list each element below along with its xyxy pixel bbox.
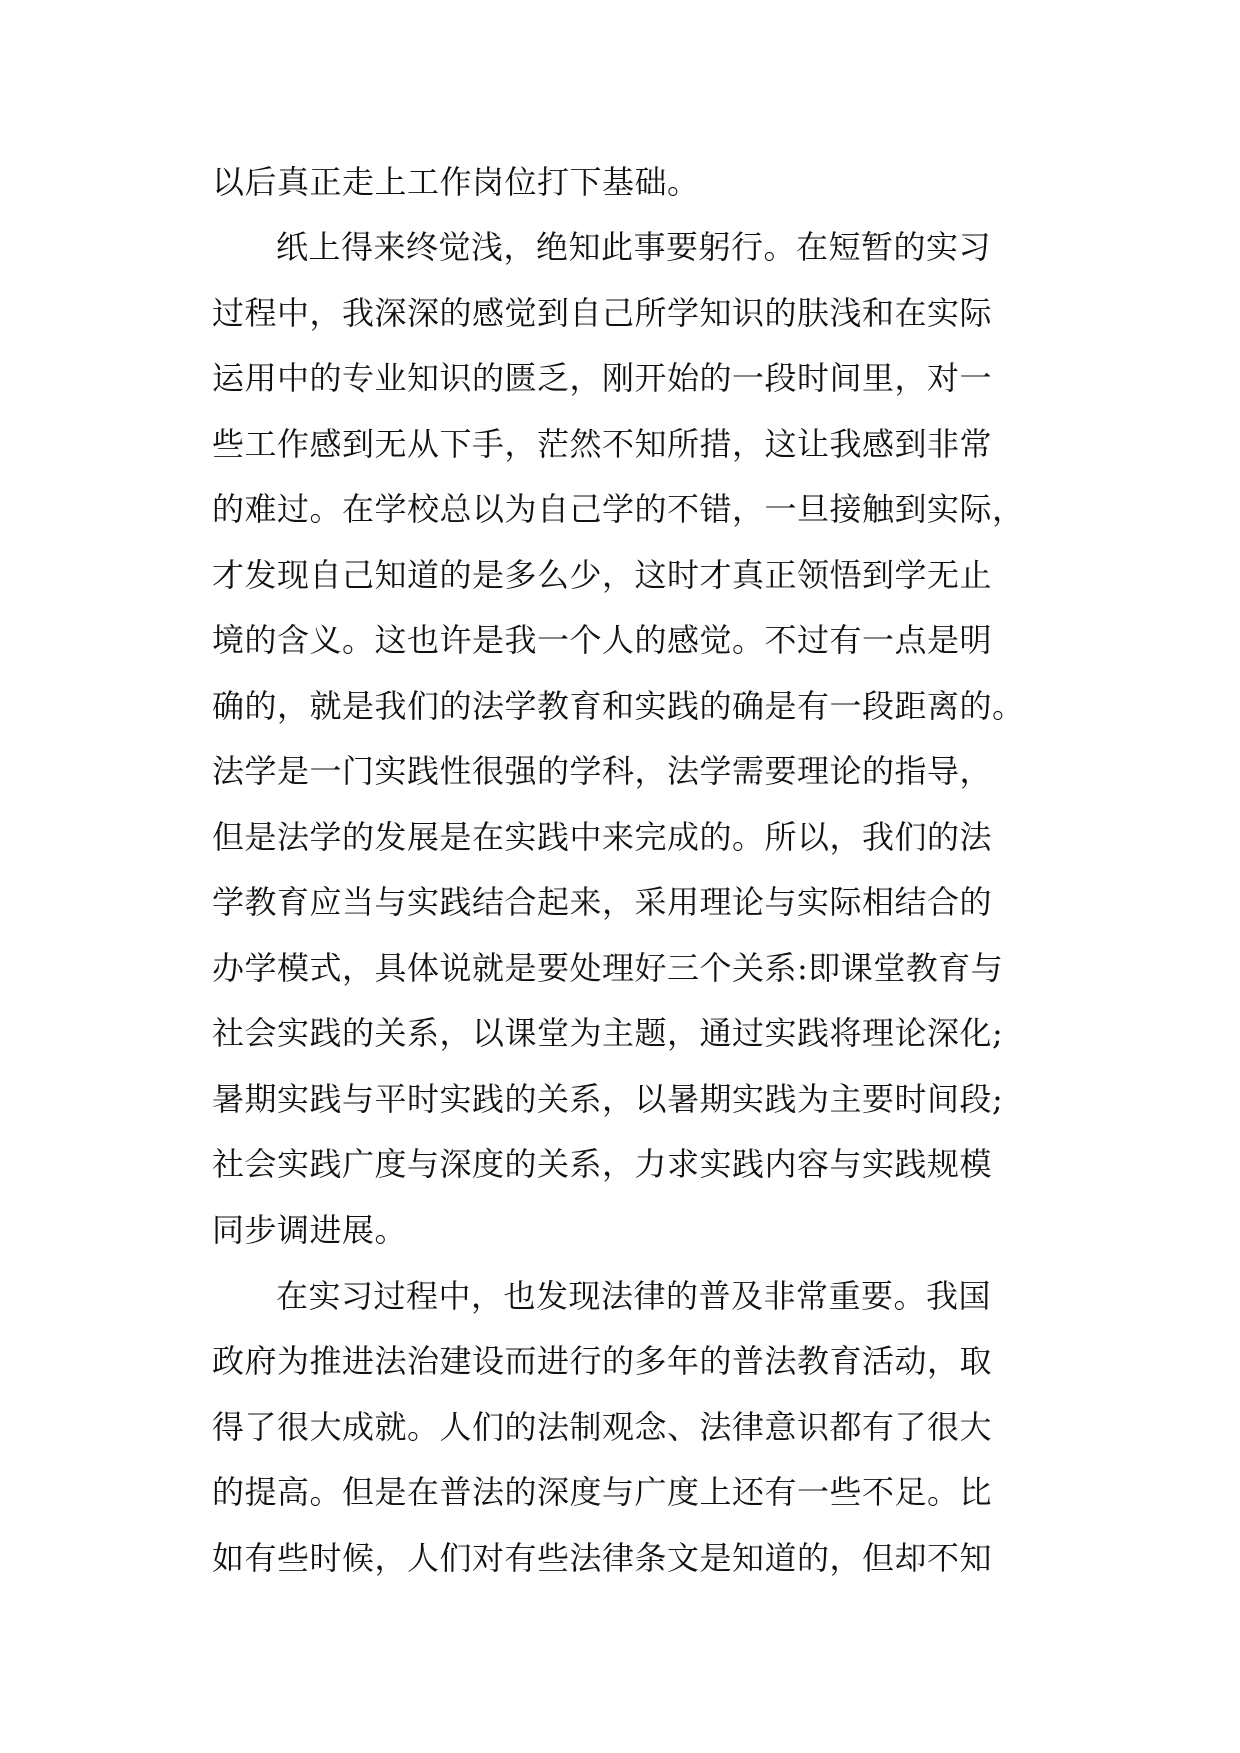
text-line: 暑期实践与平时实践的关系，以暑期实践为主要时间段; — [212, 1080, 1004, 1118]
paragraph-first-line: 纸上得来终觉浅，绝知此事要躬行。在短暂的实习 — [276, 228, 992, 266]
text-line: 以后真正走上工作岗位打下基础。 — [212, 163, 700, 201]
text-line: 才发现自己知道的是多么少，这时才真正领悟到学无止 — [212, 556, 993, 594]
text-line: 境的含义。这也许是我一个人的感觉。不过有一点是明 — [212, 621, 993, 659]
text-line: 社会实践广度与深度的关系，力求实践内容与实践规模 — [212, 1145, 993, 1183]
text-line: 同步调进展。 — [212, 1211, 408, 1249]
text-line: 得了很大成就。人们的法制观念、法律意识都有了很大 — [212, 1408, 993, 1446]
text-line: 些工作感到无从下手，茫然不知所措，这让我感到非常 — [212, 425, 993, 463]
paragraph-first-line: 在实习过程中，也发现法律的普及非常重要。我国 — [276, 1277, 992, 1315]
text-line: 运用中的专业知识的匮乏，刚开始的一段时间里，对一 — [212, 359, 993, 397]
text-line: 如有些时候，人们对有些法律条文是知道的，但却不知 — [212, 1539, 993, 1577]
text-line: 法学是一门实践性很强的学科，法学需要理论的指导， — [212, 752, 993, 790]
text-line: 过程中，我深深的感觉到自己所学知识的肤浅和在实际 — [212, 294, 993, 332]
text-line: 的难过。在学校总以为自己学的不错，一旦接触到实际， — [212, 490, 1025, 528]
text-line: 政府为推进法治建设而进行的多年的普法教育活动，取 — [212, 1342, 993, 1380]
text-line: 确的，就是我们的法学教育和实践的确是有一段距离的。 — [212, 687, 1025, 725]
text-line: 办学模式，具体说就是要处理好三个关系:即课堂教育与 — [212, 949, 1004, 987]
text-line: 学教育应当与实践结合起来，采用理论与实际相结合的 — [212, 883, 993, 921]
text-line: 的提高。但是在普法的深度与广度上还有一些不足。比 — [212, 1473, 993, 1511]
text-line: 社会实践的关系，以课堂为主题，通过实践将理论深化; — [212, 1014, 1004, 1052]
text-line: 但是法学的发展是在实践中来完成的。所以，我们的法 — [212, 818, 993, 856]
